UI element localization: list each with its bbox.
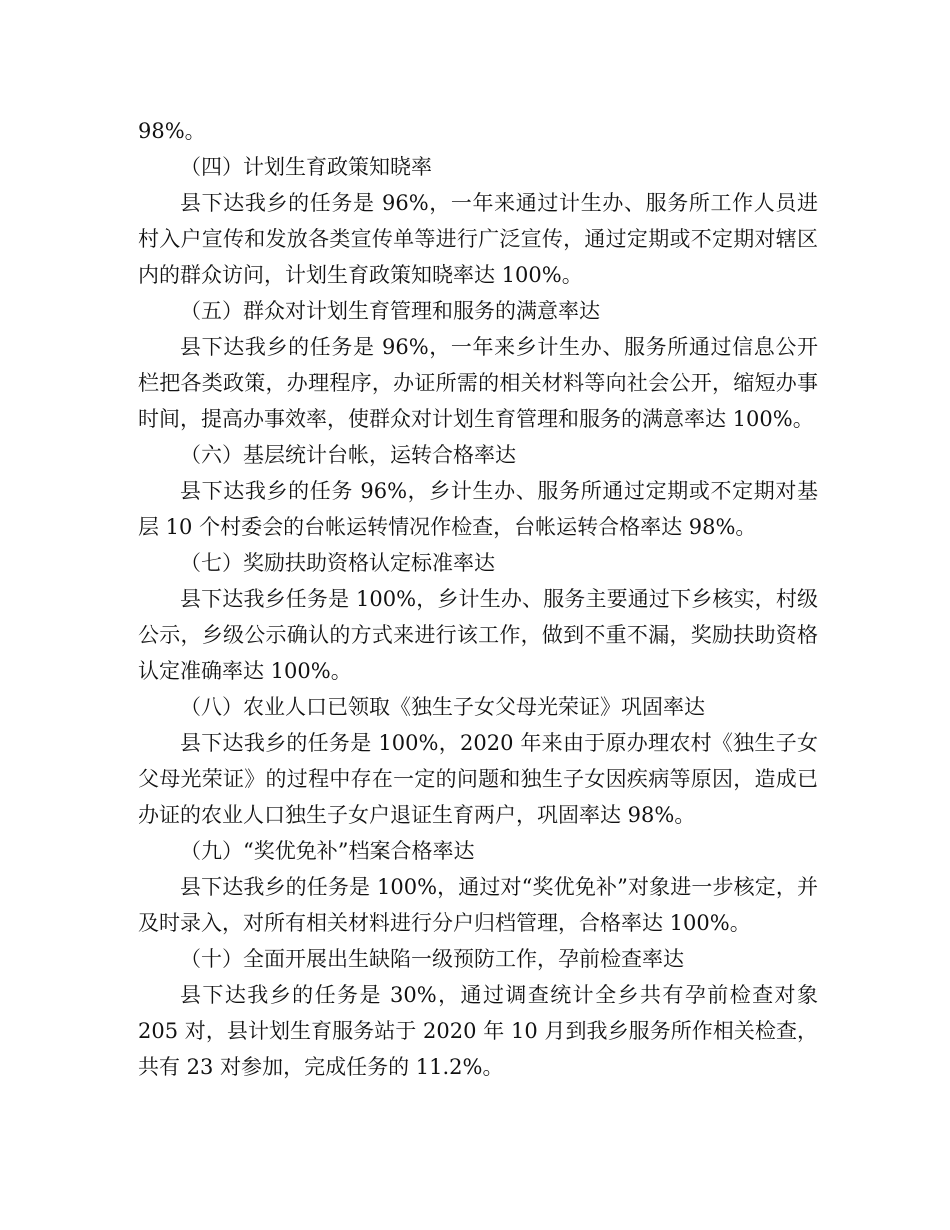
section-heading-7: （七）奖励扶助资格认定标准率达 — [180, 551, 495, 575]
section-heading-4: （四）计划生育政策知晓率 — [180, 155, 432, 179]
section-heading-10: （十）全面开展出生缺陷一级预防工作，孕前检查率达 — [180, 947, 684, 971]
section-paragraph-9: 县下达我乡的任务是 100%，通过对“奖优免补”对象进一步核定，并及时录入，对所有相关材料进行分户归档管理，合格率达 100%。 — [138, 875, 818, 935]
section-heading-5: （五）群众对计划生育管理和服务的满意率达 — [180, 299, 600, 323]
section-heading-6: （六）基层统计台帐，运转合格率达 — [180, 443, 516, 467]
section-paragraph-4: 县下达我乡的任务是 96%，一年来通过计生办、服务所工作人员进村入户宣传和发放各类宣传单等进行广泛宣传，通过定期或不定期对辖区内的群众访问，计划生育政策知晓率达 100%。 — [138, 191, 818, 287]
section-paragraph-6: 县下达我乡的任务 96%，乡计生办、服务所通过定期或不定期对基层 10 个村委会的台帐运转情况作检查，台帐运转合格率达 98%。 — [138, 479, 818, 539]
document-body — [138, 113, 818, 1085]
continued-paragraph: 98%。 — [138, 119, 206, 143]
section-heading-9: （九）“奖优免补”档案合格率达 — [180, 839, 475, 863]
section-paragraph-8: 县下达我乡的任务是 100%，2020 年来由于原办理农村《独生子女父母光荣证》的过程中存在一定的问题和独生子女因疾病等原因，造成已办证的农业人口独生子女户退证生育两户，巩固率达 98%。 — [138, 731, 818, 827]
section-paragraph-10: 县下达我乡的任务是 30%，通过调查统计全乡共有孕前检查对象 205 对，县计划生育服务站于 2020 年 10 月到我乡服务所作相关检查，共有 23 对参加，完成任务的 11.2%。 — [138, 983, 818, 1079]
section-paragraph-7: 县下达我乡任务是 100%，乡计生办、服务主要通过下乡核实，村级公示，乡级公示确认的方式来进行该工作，做到不重不漏，奖励扶助资格认定准确率达 100%。 — [138, 587, 818, 683]
section-paragraph-5: 县下达我乡的任务是 96%，一年来乡计生办、服务所通过信息公开栏把各类政策，办理程序，办证所需的相关材料等向社会公开，缩短办事时间，提高办事效率，使群众对计划生育管理和服务的满意率达 100%。 — [138, 335, 818, 431]
section-heading-8: （八）农业人口已领取《独生子女父母光荣证》巩固率达 — [180, 695, 705, 719]
